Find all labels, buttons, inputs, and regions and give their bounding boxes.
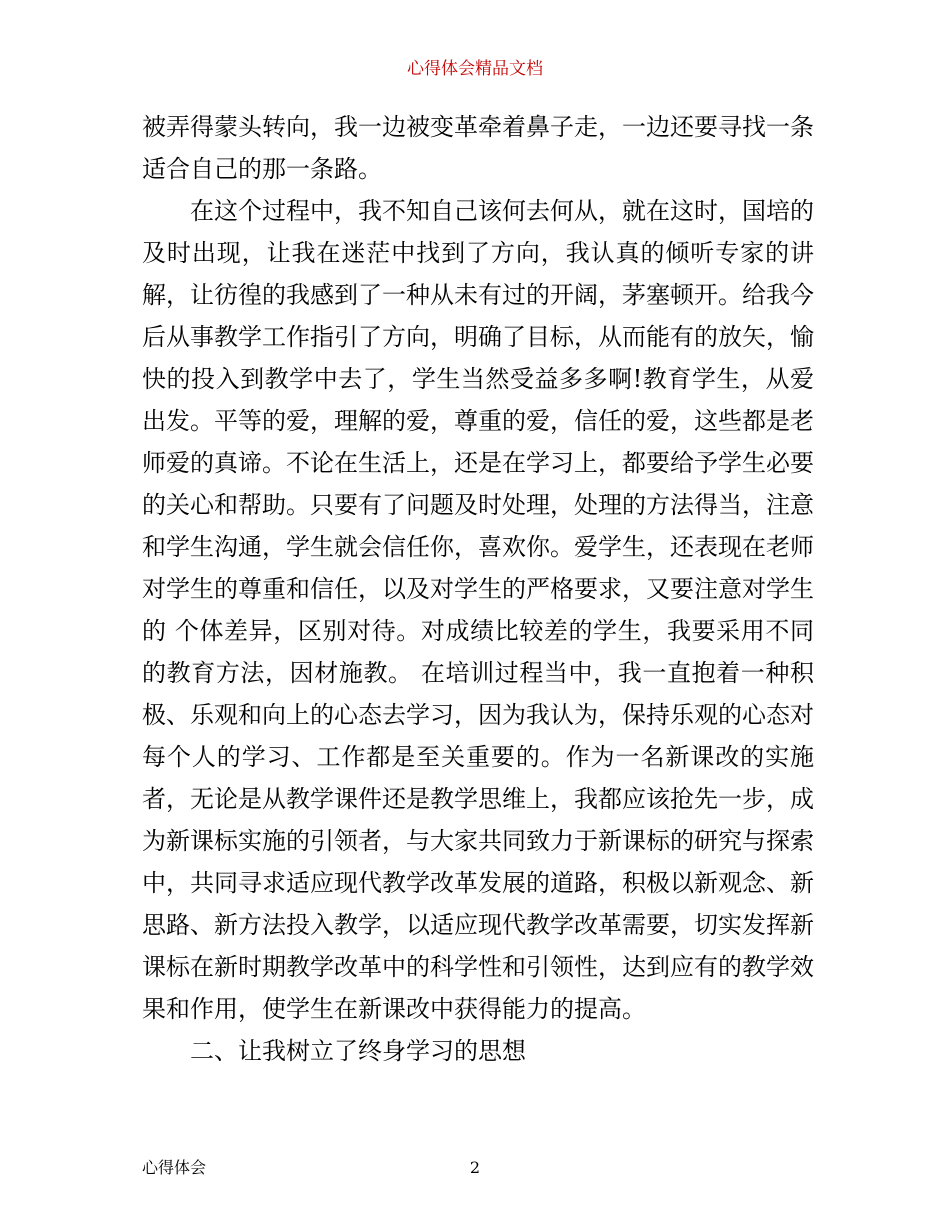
page-header-title: 心得体会精品文档 [407,59,543,79]
paragraph-continuation: 被弄得蒙头转向，我一边被变革牵着鼻子走，一边还要寻找一条适合自己的那一条路。 [142,113,814,183]
section-heading: 二、让我树立了终身学习的思想 [190,1037,526,1065]
page-number: 2 [469,1158,481,1177]
footer-label: 心得体会 [142,1158,207,1177]
paragraph-main: 在这个过程中，我不知自己该何去何从，就在这时，国培的及时出现，让我在迷茫中找到了方向，我认真的倾听专家的讲解，让彷徨的我感到了一种从未有过的开阔，茅塞顿开。给我今后从事教学工作指引了方向，明确了目标，从而能有的放矢，愉快的投入到教学中去了，学生当然受益多多啊!教育学生，从爱出发。平等的爱，理解的爱，尊重的爱，信任的爱，这些都是老师爱的真谛。不论在生活上，还是在学习上，都要给予学生必要的关心和帮助。只要有了问题及时处理，处理的方法得当，注意和学生沟通，学生就会信任你，喜欢你。爱学生，还表现在老师对学生的尊重和信任，以及对学生的严格要求，又要注意对学生的 个体差异，区别对待。对成绩比较差的学生，我要采用不同的教育方法，因材施教。 在培训过程当中，我一直抱着一种积极、乐观和向上的心态去学习，因为我认为，保持乐观的心态对每个人的学习、工作都是至关重要的。作为一名新课改的实施者，无论是从教学课件还是教学思维上，我都应该抢先一步，成为新课标实施的引领者，与大家共同致力于新课标的研究与探索中，共同寻求适应现代教学改革发展的道路，积极以新观念、新思路、新方法投入教学，以适应现代教学改革需要，切实发挥新课标在新时期教学改革中的科学性和引领性，达到应有的教学效果和作用，使学生在新课改中获得能力的提高。 [142,197,814,1023]
document-body [142,106,814,1072]
